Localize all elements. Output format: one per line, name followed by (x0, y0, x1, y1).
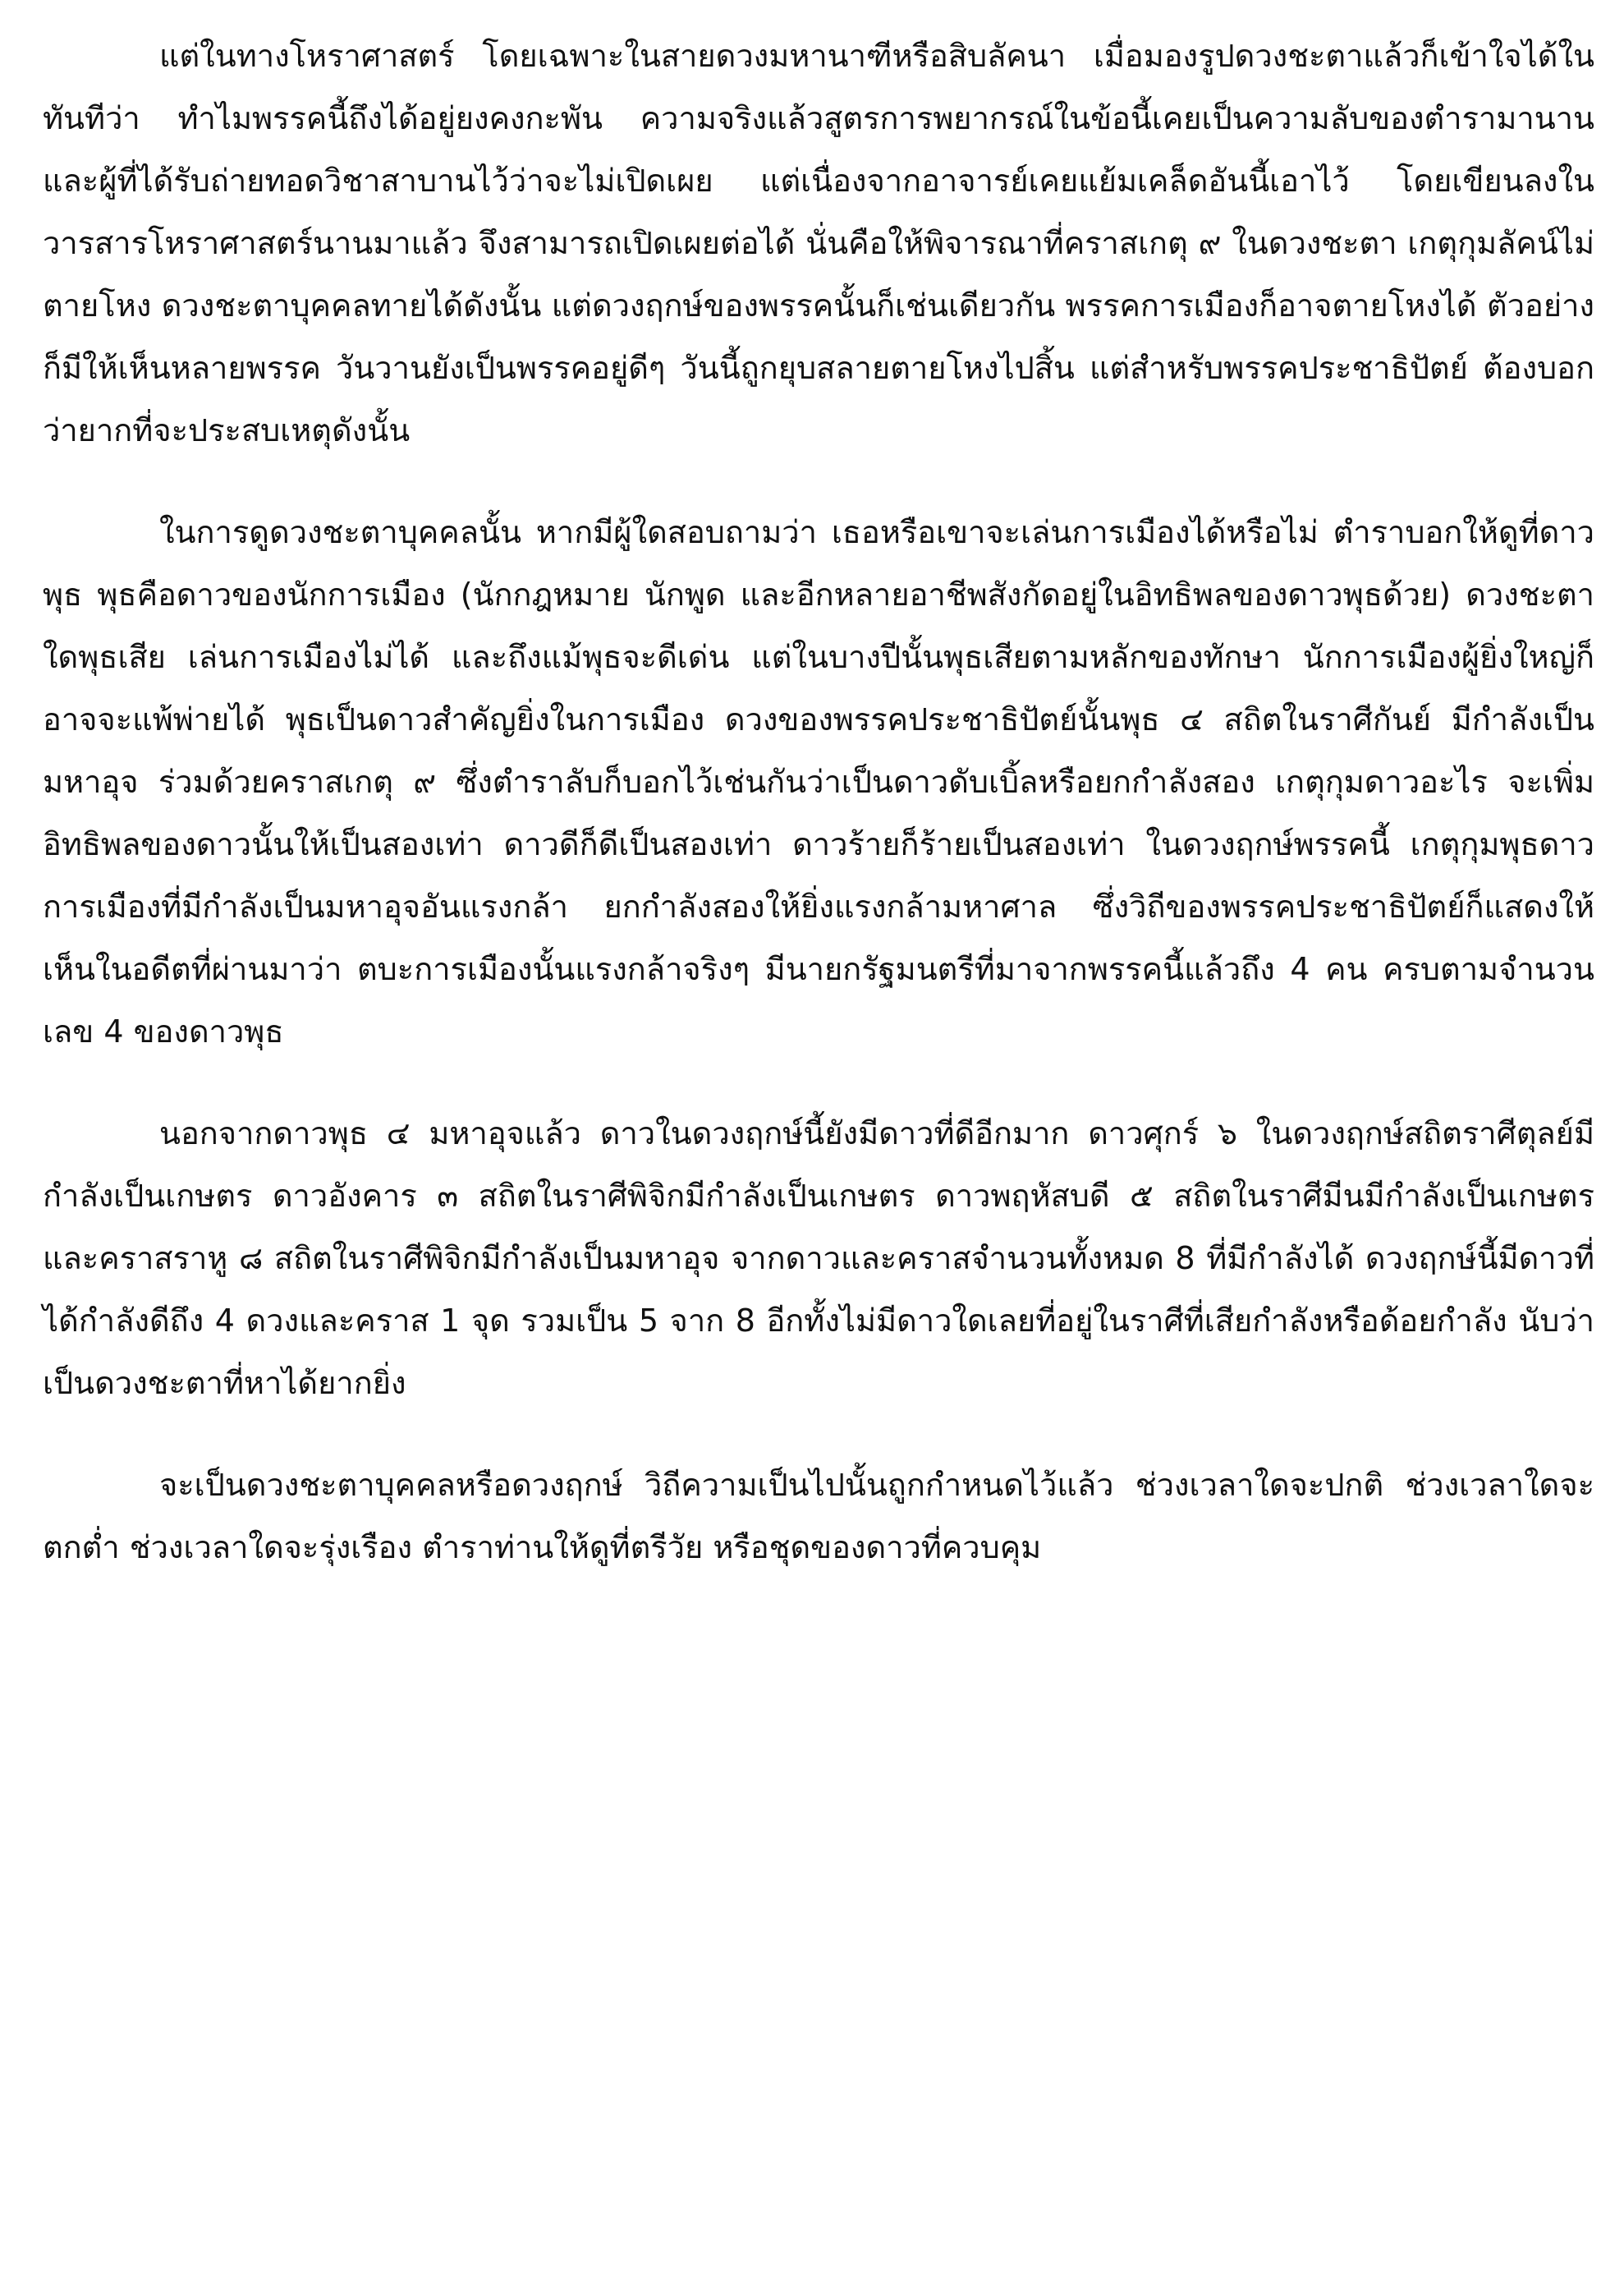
paragraph-mercury-politics: ในการดูดวงชะตาบุคคลนั้น หากมีผู้ใดสอบถามว่า เธอหรือเขาจะเล่นการเมืองได้หรือไม่ ตำราบอกให้ดูที่ดาวพุธ พุธคือดาวของนักการเมือง (นักกฎหมาย นักพูด และอีกหลายอาชีพสังกัดอยู่ในอิทธิพลของดาวพุธด้วย) ดวงชะตาใดพุธเสีย เล่นการเมืองไม่ได้ และถึงแม้พุธจะดีเด่น แต่ในบางปีนั้นพุธเสียตามหลักของทักษา นักการเมืองผู้ยิ่งใหญ่ก็อาจจะแพ้พ่ายได้ พุธเป็นดาวสำคัญยิ่งในการเมือง ดวงของพรรคประชาธิปัตย์นั้นพุธ ๔ สถิตในราศีกันย์ มีกำลังเป็นมหาอุจ ร่วมด้วยคราสเกตุ ๙ ซึ่งตำราลับก็บอกไว้เช่นกันว่าเป็นดาวดับเบิ้ลหรือยกกำลังสอง เกตุกุมดาวอะไร จะเพิ่มอิทธิพลของดาวนั้นให้เป็นสองเท่า ดาวดีก็ดีเป็นสองเท่า ดาวร้ายก็ร้ายเป็นสองเท่า ในดวงฤกษ์พรรคนี้ เกตุกุมพุธดาวการเมืองที่มีกำลังเป็นมหาอุจอันแรงกล้า ยกกำลังสองให้ยิ่งแรงกล้ามหาศาล ซึ่งวิถีของพรรคประชาธิปัตย์ก็แสดงให้เห็นในอดีตที่ผ่านมาว่า ตบะการเมืองนั้นแรงกล้าจริงๆ มีนายกรัฐมนตรีที่มาจากพรรคนี้แล้วถึง 4 คน ครบตามจำนวนเลข 4 ของดาวพุธ (43, 514, 1594, 1050)
document-page (43, 25, 1594, 1578)
paragraph-planet-strength: นอกจากดาวพุธ ๔ มหาอุจแล้ว ดาวในดวงฤกษ์นี้ยังมีดาวที่ดีอีกมาก ดาวศุกร์ ๖ ในดวงฤกษ์สถิตราศีตุลย์มีกำลังเป็นเกษตร ดาวอังคาร ๓ สถิตในราศีพิจิกมีกำลังเป็นเกษตร ดาวพฤหัสบดี ๕ สถิตในราศีมีนมีกำลังเป็นเกษตร และคราสราหู ๘ สถิตในราศีพิจิกมีกำลังเป็นมหาอุจ จากดาวและคราสจำนวนทั้งหมด 8 ที่มีกำลังได้ ดวงฤกษ์นี้มีดาวที่ได้กำลังดีถึง 4 ดวงและคราส 1 จุด รวมเป็น 5 จาก 8 อีกทั้งไม่มีดาวใดเลยที่อยู่ในราศีที่เสียกำลังหรือด้อยกำลัง นับว่าเป็นดวงชะตาที่หาได้ยากยิ่ง (43, 1115, 1594, 1401)
paragraph-life-cycle: จะเป็นดวงชะตาบุคคลหรือดวงฤกษ์ วิถีความเป็นไปนั้นถูกกำหนดไว้แล้ว ช่วงเวลาใดจะปกติ ช่วงเวลาใดจะตกต่ำ ช่วงเวลาใดจะรุ่งเรือง ตำราท่านให้ดูที่ตรีวัย หรือชุดของดาวที่ควบคุม (43, 1467, 1594, 1565)
paragraph-rahu-ketu-intro: แต่ในทางโหราศาสตร์ โดยเฉพาะในสายดวงมหานาฑีหรือสิบลัคนา เมื่อมองรูปดวงชะตาแล้วก็เข้าใจได้ในทันทีว่า ทำไมพรรคนี้ถึงได้อยู่ยงคงกะพัน ความจริงแล้วสูตรการพยากรณ์ในข้อนี้เคยเป็นความลับของตำรามานาน และผู้ที่ได้รับถ่ายทอดวิชาสาบานไว้ว่าจะไม่เปิดเผย แต่เนื่องจากอาจารย์เคยแย้มเคล็ดอันนี้เอาไว้ โดยเขียนลงในวารสารโหราศาสตร์นานมาแล้ว จึงสามารถเปิดเผยต่อได้ นั่นคือให้พิจารณาที่คราสเกตุ ๙ ในดวงชะตา เกตุกุมลัคน์ไม่ตายโหง ดวงชะตาบุคคลทายได้ดังนั้น แต่ดวงฤกษ์ของพรรคนั้นก็เช่นเดียวกัน พรรคการเมืองก็อาจตายโหงได้ ตัวอย่างก็มีให้เห็นหลายพรรค วันวานยังเป็นพรรคอยู่ดีๆ วันนี้ถูกยุบสลายตายโหงไปสิ้น แต่สำหรับพรรคประชาธิปัตย์ ต้องบอกว่ายากที่จะประสบเหตุดังนั้น (43, 38, 1594, 448)
